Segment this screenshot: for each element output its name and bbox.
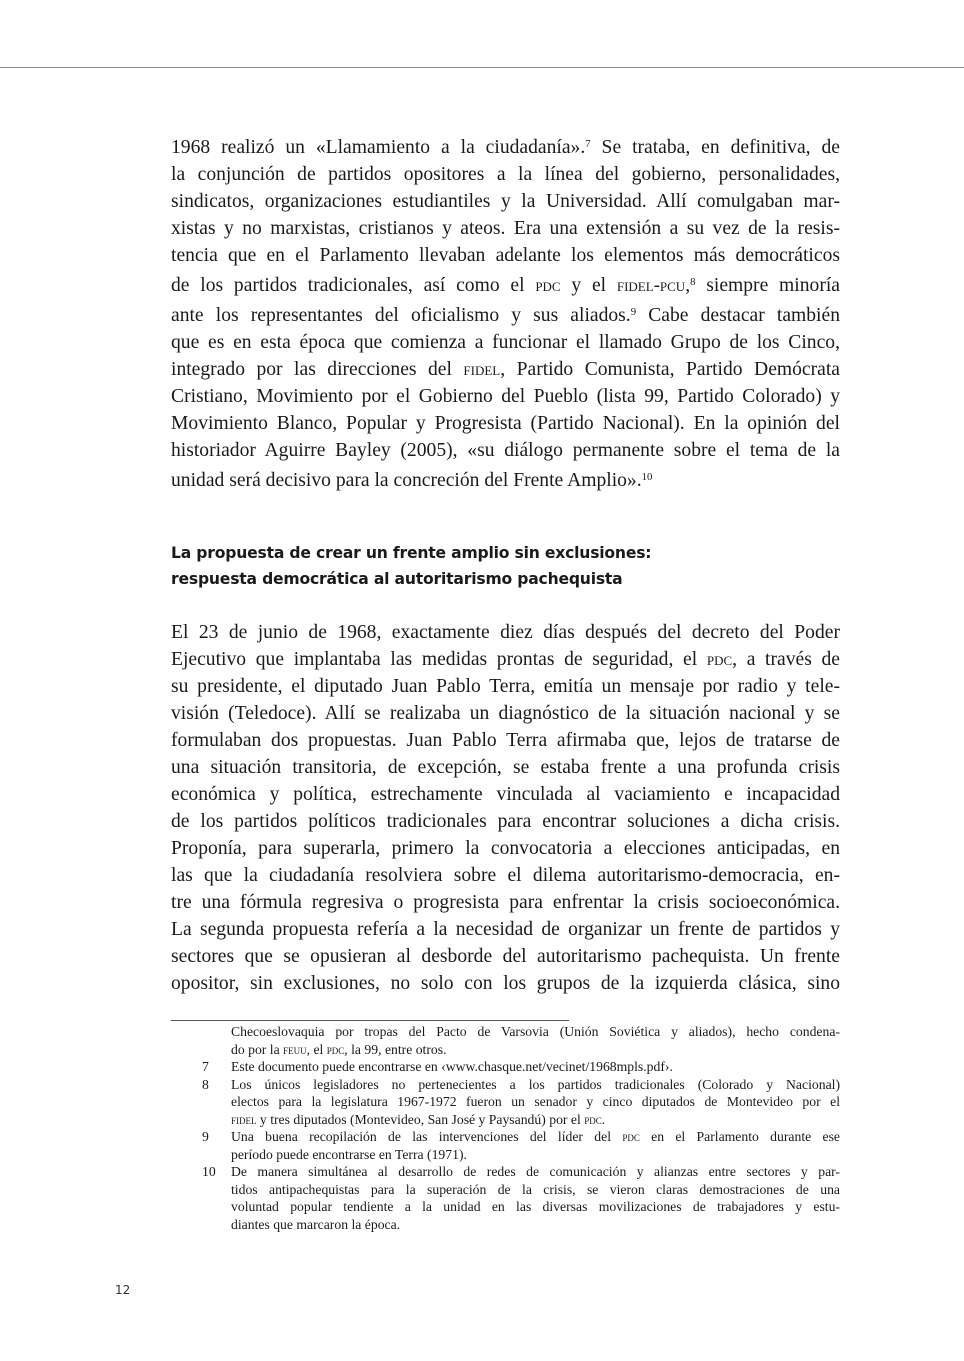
text-line: una situación transitoria, de excepción, se estaba frente a una profunda crisis [171, 757, 840, 778]
text-line: sectores que se opusieran al desborde del autoritarismo pachequista. Un frente [171, 946, 840, 967]
text-line: su presidente, el diputado Juan Pablo Terra, emitía un mensaje por radio y tele- [171, 676, 840, 697]
text-line: económica y política, estrechamente vinculada al vaciamiento e incapacidad [171, 784, 840, 805]
footnote [171, 1128, 840, 1163]
text-line: integrado por las direcciones del fidel, Partido Comunista, Partido Demócrata [171, 358, 840, 380]
footnote-line: De manera simultánea al desarrollo de redes de comunicación y alianzas entre sectores y par- [231, 1164, 840, 1179]
acronym: pdc [584, 1111, 602, 1127]
text-line: opositor, sin exclusiones, no solo con los grupos de la izquierda clásica, sino [171, 973, 840, 994]
footnote-number: 8 [202, 1076, 209, 1092]
footnote-line: diantes que marcaron la época. [231, 1216, 401, 1232]
footnote-number: 7 [202, 1059, 209, 1074]
footnote-line: Checoeslovaquia por tropas del Pacto de Varsovia (Unión Soviética y aliados), hecho condena- [231, 1024, 840, 1039]
acronym: fidel-pcu [616, 274, 686, 296]
section-heading-line-2: respuesta democrática al autoritarismo pachequista [171, 570, 623, 588]
text-line: 1968 realizó un «Llamamiento a la ciudadanía».$^7$ Se trataba, en definitiva, de [171, 136, 840, 158]
text-line: Ejecutivo que implantaba las medidas prontas de seguridad, el pdc, a través de [171, 649, 840, 670]
footnote-line: tidos antipachequistas para la superación de la crisis, se vieron claras demostraciones de una [231, 1181, 840, 1197]
footnote-line: período puede encontrarse en Terra (1971). [231, 1146, 467, 1162]
header-rule [0, 67, 964, 68]
footnote-line: voluntad popular tendiente a la unidad en las diversas movilizaciones de trabajadores y estu- [231, 1199, 840, 1214]
acronym: pdc [706, 649, 733, 670]
acronym: feuu [283, 1041, 307, 1057]
footnotes [171, 1023, 840, 1233]
section-heading [171, 540, 840, 592]
text-line: que es en esta época que comienza a funcionar el llamado Grupo de los Cinco, [171, 331, 840, 353]
footnote [171, 1023, 840, 1058]
text-line: de los partidos políticos tradicionales para encontrar soluciones a dicha crisis. [171, 811, 840, 832]
text-line: tencia que en el Parlamento llevaban adelante los elementos más democráticos [171, 244, 840, 266]
acronym: fidel [463, 358, 501, 380]
acronym: pdc [326, 1041, 345, 1057]
section-heading-line-1: La propuesta de crear un frente amplio sin exclusiones: [171, 544, 652, 562]
text-line: El 23 de junio de 1968, exactamente diez días después del decreto del Poder [171, 622, 840, 643]
footnote-line: electos para la legislatura 1967-1972 fueron un senador y cinco diputados de Montevideo por el [231, 1094, 840, 1109]
footnote-ref: 9 [630, 305, 637, 318]
body-paragraph-1 [171, 131, 840, 494]
text-line: Cristiano, Movimiento por el Gobierno del Pueblo (lista 99, Partido Colorado) y [171, 385, 840, 407]
footnote-line: Este documento puede encontrarse en ‹www.chasque.net/vecinet/1968mpls.pdf›. [231, 1059, 673, 1074]
acronym: pdc [622, 1129, 640, 1144]
footnote-line: do por la feuu, el pdc, la 99, entre otros. [231, 1041, 447, 1057]
footnote-line: Los únicos legisladores no pertenecientes a los partidos tradicionales (Colorado y Nacional) [231, 1076, 840, 1092]
text-line: unidad será decisivo para la concreción del Frente Amplio».$^{10}$ [171, 469, 653, 491]
footnote-ref: 10 [641, 470, 653, 483]
footnote [171, 1076, 840, 1129]
footnote-number: 9 [202, 1129, 209, 1144]
text-line: La segunda propuesta refería a la necesidad de organizar un frente de partidos y [171, 919, 840, 940]
acronym: pdc [535, 274, 561, 296]
text-line: visión (Teledoce). Allí se realizaba un diagnóstico de la situación nacional y se [171, 703, 840, 724]
footnote-ref: 7 [585, 138, 591, 150]
footnote-ref: 8 [690, 275, 696, 288]
text-line: sindicatos, organizaciones estudiantiles y la Universidad. Allí comulgaban mar- [171, 190, 840, 212]
footnote [171, 1058, 840, 1076]
acronym: fidel [231, 1111, 257, 1127]
text-line: Proponía, para superarla, primero la convocatoria a elecciones anticipadas, en [171, 838, 840, 859]
footnote-rule [171, 1020, 569, 1021]
footnote-number: 10 [202, 1164, 216, 1179]
text-line: Movimiento Blanco, Popular y Progresista (Partido Nacional). En la opinión del [171, 412, 840, 434]
text-line: ante los representantes del oficialismo y sus aliados.$^9$ Cabe destacar también [171, 304, 840, 326]
text-line: formulaban dos propuestas. Juan Pablo Terra afirmaba que, lejos de tratarse de [171, 730, 840, 751]
text-line: historiador Aguirre Bayley (2005), «su diálogo permanente sobre el tema de la [171, 439, 840, 461]
page-number: 12 [115, 1283, 131, 1297]
footnote [171, 1163, 840, 1233]
body-paragraph-2 [171, 619, 840, 997]
footnote-line: fidel y tres diputados (Montevideo, San José y Paysandú) por el pdc. [231, 1111, 606, 1127]
footnote-line: Una buena recopilación de las intervenciones del líder del pdc en el Parlamento durante ese [231, 1129, 840, 1144]
text-line: xistas y no marxistas, cristianos y ateos. Era una extensión a su vez de la resis- [171, 217, 840, 239]
text-line: la conjunción de partidos opositores a la línea del gobierno, personalidades, [171, 163, 840, 185]
text-line: de los partidos tradicionales, así como el pdc y el fidel-pcu,$^8$ siempre minoría [171, 274, 840, 296]
text-line: las que la ciudadanía resolviera sobre el dilema autoritarismo-democracia, en- [171, 865, 840, 886]
text-line: tre una fórmula regresiva o progresista para enfrentar la crisis socioeconómica. [171, 892, 840, 913]
